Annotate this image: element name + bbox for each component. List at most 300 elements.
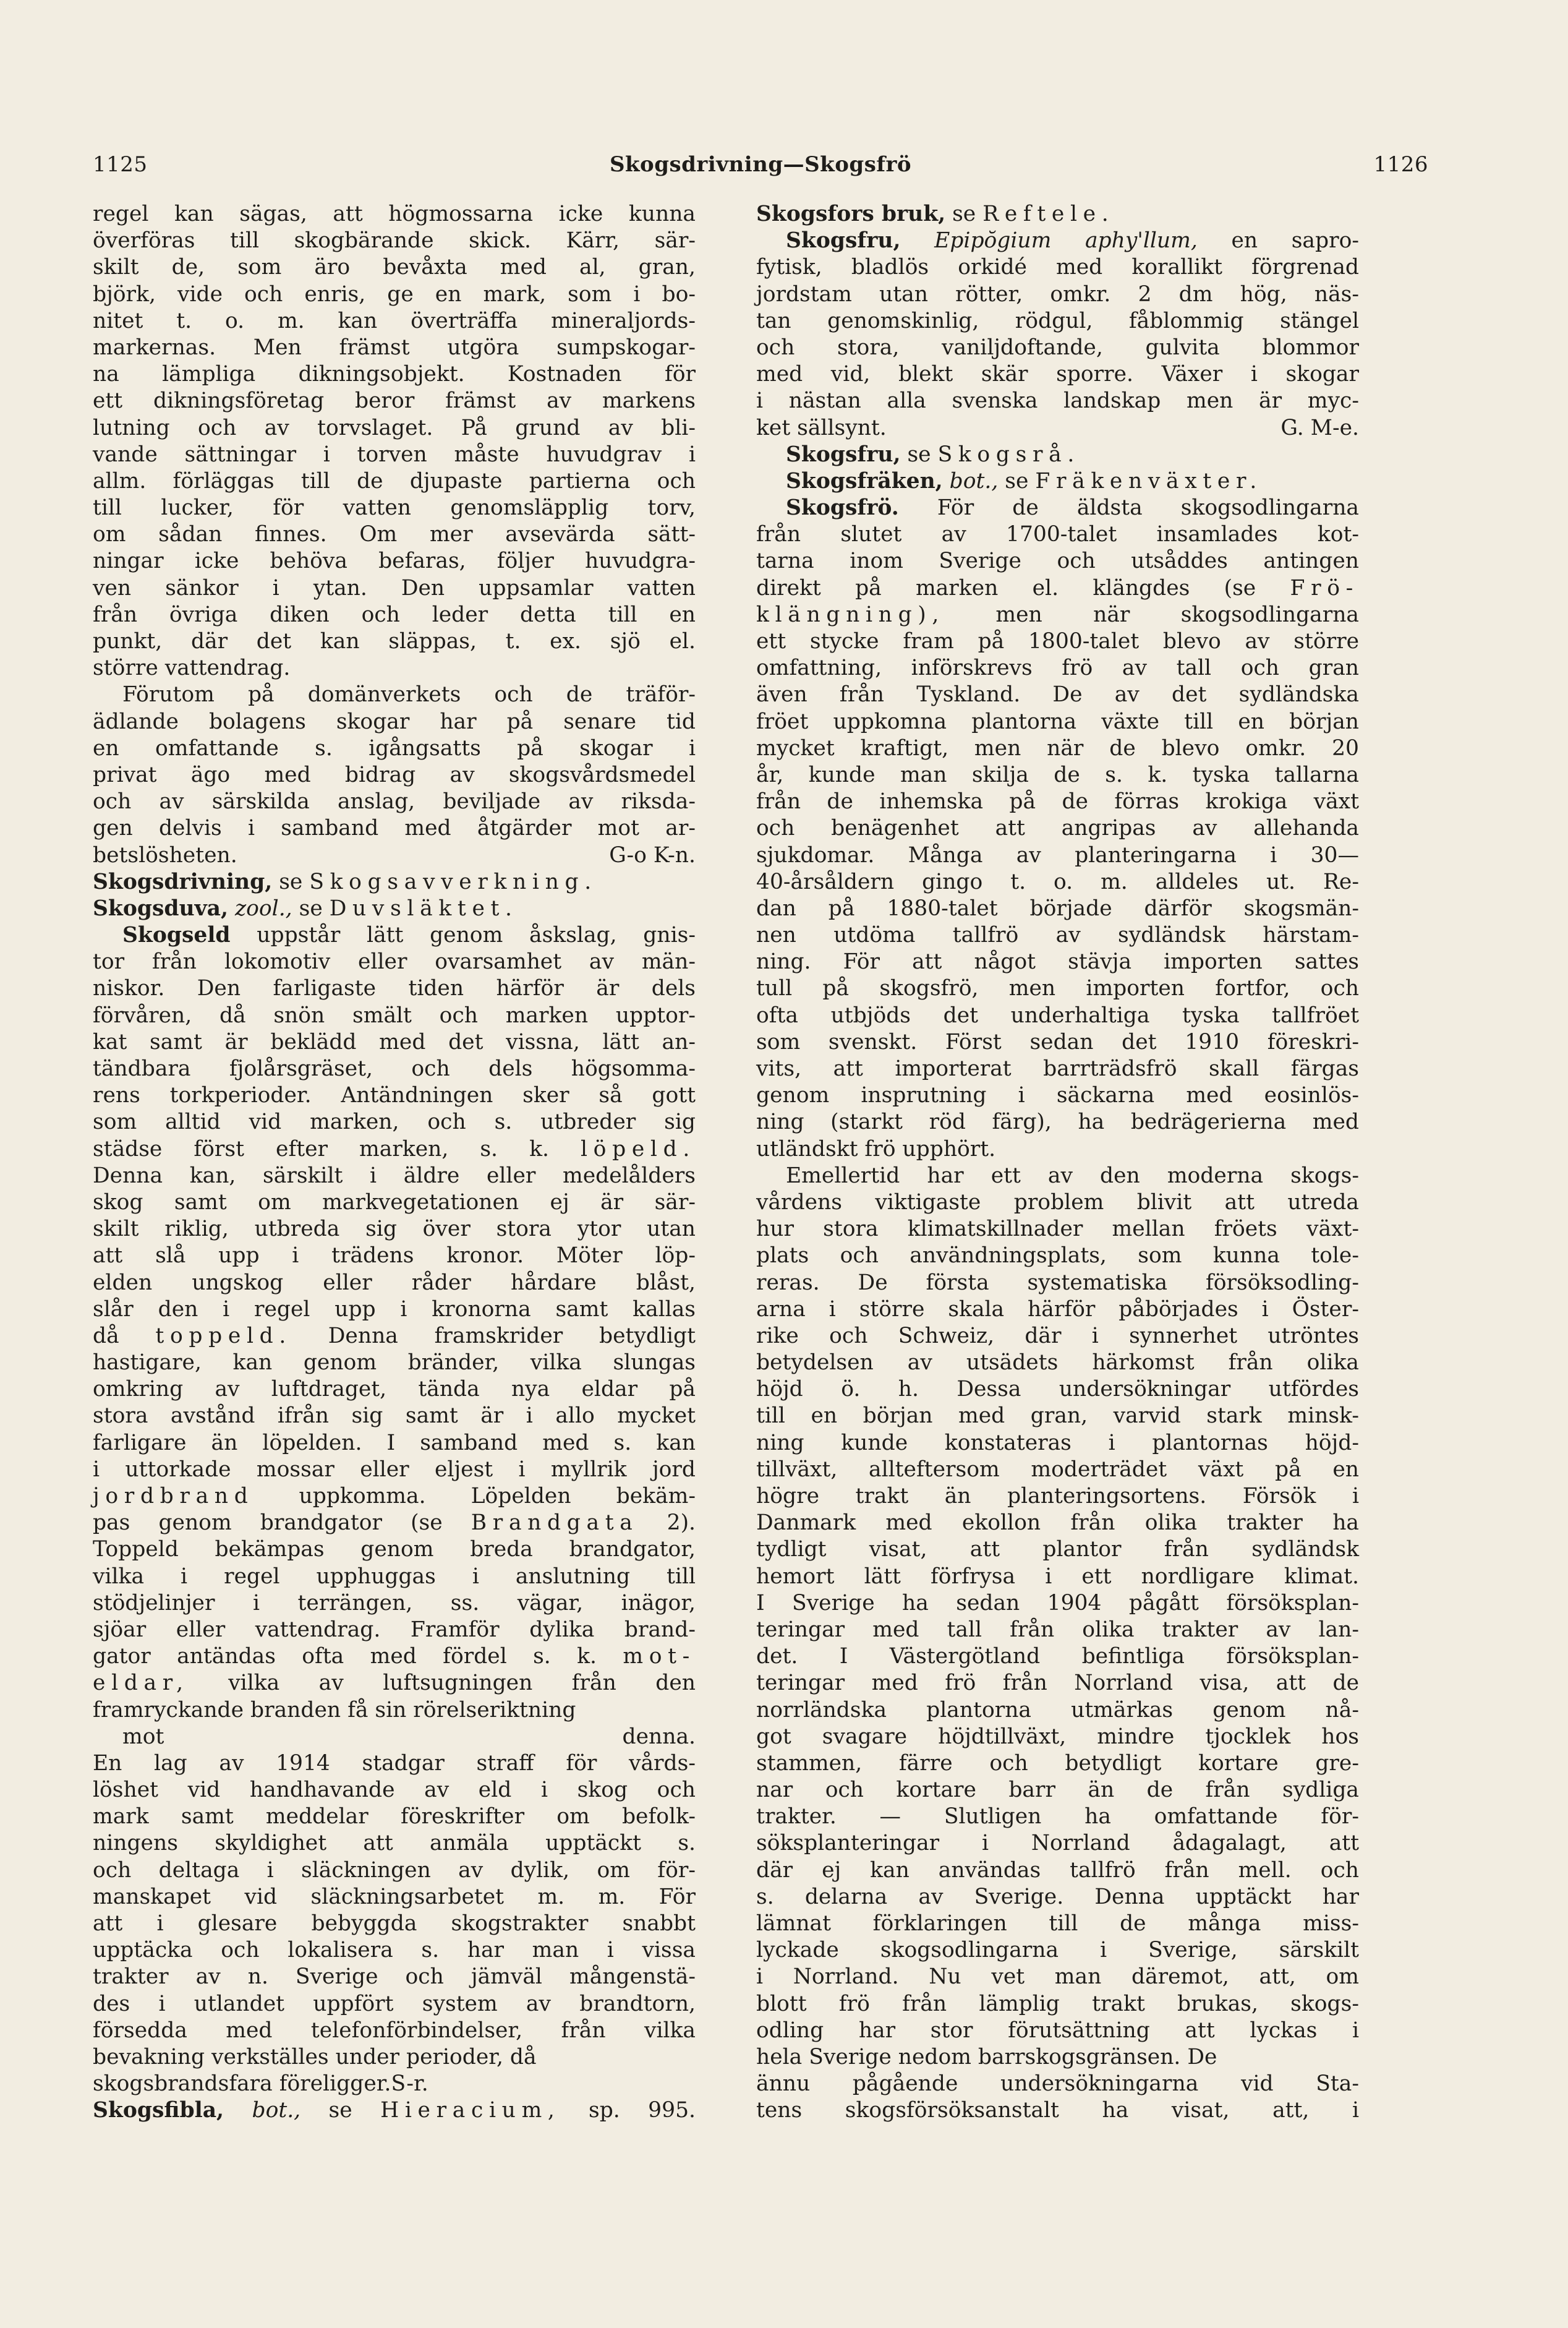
- text-line: [93, 1590, 696, 1617]
- text-segment: S-r.: [391, 2071, 428, 2097]
- text-segment: tillväxt, allteftersom moderträdet växt på en: [756, 1457, 1359, 1482]
- text-segment: hastigare, kan genom bränder, vilka slungas: [93, 1350, 696, 1376]
- text-segment: blott frö från lämplig trakt brukas, skogs-: [756, 1991, 1359, 2016]
- text-line: [93, 2018, 696, 2044]
- text-segment: [224, 2098, 252, 2123]
- text-line: [93, 975, 696, 1002]
- entry-headword: Skogsfibla,: [93, 2098, 224, 2123]
- text-segment: som svenskt. Först sedan det 1910 föreskri-: [756, 1029, 1359, 1055]
- text-segment: [228, 896, 235, 921]
- left-column: [93, 201, 696, 2125]
- text-segment: vits, att importerat barrträdsfrö skall färgas: [756, 1056, 1359, 1081]
- text-segment: i uttorkade mossar eller eljest i myllrik jord: [93, 1457, 696, 1482]
- text-line: [93, 468, 696, 495]
- text-line: [756, 1643, 1359, 1670]
- text-line: [93, 602, 696, 628]
- cross-reference: Duvsläktet.: [329, 896, 518, 921]
- text-line: [93, 1564, 696, 1590]
- text-line: [756, 1483, 1359, 1510]
- text-segment: Denna framskrider betydligt: [292, 1323, 696, 1348]
- text-line: [93, 1911, 696, 1937]
- text-segment: gator antändas ofta med fördel s. k.: [93, 1644, 623, 1669]
- text-line: [756, 922, 1359, 949]
- text-segment: hela Sverige nedom barrskogsgränsen. De: [756, 2044, 1217, 2069]
- text-segment: 40-årsåldern gingo t. o. m. alldeles ut. Re-: [756, 869, 1359, 894]
- text-line: [756, 1536, 1359, 1563]
- text-line: [93, 1243, 696, 1269]
- text-segment: fytisk, bladlös orkidé med korallikt förgrenad: [756, 255, 1359, 280]
- text-line: [756, 1003, 1359, 1029]
- text-segment: sjöar eller vattendrag. Framför dylika brand-: [93, 1617, 696, 1642]
- text-line: [756, 1243, 1359, 1269]
- text-line: [756, 655, 1359, 682]
- text-segment: ningens skyldighet att anmäla upptäckt s.: [93, 1831, 696, 1856]
- text-segment: omkring av luftdraget, tända nya eldar på: [93, 1377, 696, 1402]
- text-line: [756, 1216, 1359, 1243]
- cross-reference: Reftele.: [982, 202, 1115, 226]
- text-line: [93, 254, 696, 281]
- text-line: [93, 1804, 696, 1830]
- entry-headword: Skogsfru,: [786, 228, 901, 254]
- text-segment: 2).: [638, 1510, 696, 1536]
- text-segment: teringar med frö från Norrland visa, att de: [756, 1671, 1359, 1696]
- text-segment: manskapet vid släckningsarbetet m. m. För: [93, 1884, 696, 1909]
- text-line: [93, 1457, 696, 1483]
- text-line: [93, 1403, 696, 1429]
- text-line: [93, 1082, 696, 1109]
- text-segment: större vattendrag.: [93, 656, 291, 681]
- entry-headword: Skogsfrö.: [786, 495, 899, 521]
- text-segment: ett dikningsföretag beror främst av markens: [93, 388, 696, 414]
- text-line: [93, 1029, 696, 1056]
- text-segment: kat samt är beklädd med det vissna, lätt an-: [93, 1029, 696, 1055]
- text-line: [756, 1884, 1359, 1911]
- text-segment: ningar icke behöva befaras, följer huvudgra-: [93, 549, 696, 574]
- text-line: [93, 842, 696, 869]
- text-line: [756, 1189, 1359, 1216]
- text-segment: odling har stor förutsättning att lyckas i: [756, 2018, 1359, 2043]
- text-line: [756, 1457, 1359, 1483]
- text-segment: I Sverige ha sedan 1904 pågått försöksplan-: [756, 1590, 1359, 1615]
- cross-reference: klängning),: [756, 602, 945, 627]
- italic-abbrev: zool.,: [234, 896, 292, 921]
- text-segment: till lucker, för vatten genomsläpplig torv,: [93, 495, 696, 521]
- cross-reference: löpeld.: [580, 1136, 696, 1162]
- text-line: [756, 628, 1359, 655]
- text-segment: se: [300, 2098, 381, 2123]
- text-segment: ket sällsynt.: [756, 415, 887, 440]
- text-line: [93, 709, 696, 735]
- text-segment: [943, 469, 950, 494]
- cross-reference: Fräkenväxter.: [1035, 468, 1263, 494]
- entry-headword: Skogseld: [122, 923, 231, 948]
- text-segment: nitet t. o. m. kan överträffa mineraljords-: [93, 308, 696, 333]
- text-line: [93, 1724, 696, 1750]
- text-line: [93, 1937, 696, 1964]
- text-line: [93, 1750, 696, 1777]
- text-segment: år, kunde man skilja de s. k. tyska tallarna: [756, 762, 1359, 787]
- text-line: [756, 1964, 1359, 1990]
- text-segment: vilka i regel upphuggas i anslutning till: [93, 1564, 696, 1589]
- text-line: [93, 789, 696, 815]
- text-line: [756, 388, 1359, 414]
- text-segment: sjukdomar. Många av planteringarna i 30—: [756, 842, 1359, 868]
- text-line: [756, 1510, 1359, 1536]
- text-line: [756, 762, 1359, 789]
- text-segment: och benägenhet att angripas av allehanda: [756, 816, 1359, 841]
- text-segment: För de äldsta skogsodlingarna: [898, 495, 1359, 521]
- text-line: [93, 2071, 696, 2097]
- text-segment: [901, 228, 935, 253]
- text-segment: jordstam utan rötter, omkr. 2 dm hög, näs-: [756, 281, 1359, 307]
- text-segment: framryckande branden få sin rörelseriktning: [93, 1697, 576, 1722]
- text-segment: och av särskilda anslag, beviljade av riksda-: [93, 789, 696, 815]
- text-line: [756, 1029, 1359, 1056]
- text-segment: se: [292, 896, 330, 921]
- text-segment: ven sänkor i ytan. Den uppsamlar vatten: [93, 575, 696, 601]
- text-line: [93, 1964, 696, 1990]
- text-segment: ning (starkt röd färg), ha bedrägerierna med: [756, 1110, 1359, 1135]
- text-line: [93, 735, 696, 762]
- text-segment: till en början med gran, varvid stark minsk-: [756, 1403, 1359, 1429]
- text-line: [756, 1056, 1359, 1082]
- text-segment: Denna kan, särskilt i äldre eller medelålders: [93, 1163, 696, 1188]
- text-line: [756, 789, 1359, 815]
- entry-headword: Skogsduva,: [93, 896, 228, 921]
- text-segment: niskor. Den farligaste tiden härför är dels: [93, 976, 696, 1001]
- text-segment: försedda med telefonförbindelser, från vilka: [93, 2018, 696, 2043]
- text-line: [93, 281, 696, 308]
- text-segment: rens torkperioder. Antändningen sker så gott: [93, 1083, 696, 1108]
- text-segment: förvåren, då snön smält och marken upptor-: [93, 1003, 696, 1028]
- text-line: [93, 1003, 696, 1029]
- text-line: [756, 842, 1359, 869]
- text-line: [756, 281, 1359, 308]
- text-segment: rike och Schweiz, där i synnerhet utröntes: [756, 1323, 1359, 1348]
- cross-reference: toppeld.: [155, 1323, 292, 1348]
- left-page-number: 1125: [93, 152, 148, 177]
- text-line: [756, 254, 1359, 281]
- text-line: [93, 308, 696, 335]
- text-line: [756, 1911, 1359, 1937]
- cross-reference: eldar,: [93, 1671, 189, 1696]
- text-line: [756, 1564, 1359, 1590]
- text-line: [93, 1991, 696, 2018]
- text-line: [93, 442, 696, 468]
- text-line: [756, 1296, 1359, 1323]
- italic-abbrev: Epipŏgium aphy'llum,: [934, 228, 1198, 254]
- text-line: [756, 1082, 1359, 1109]
- text-line: [756, 1724, 1359, 1750]
- text-segment: slår den i regel upp i kronorna samt kallas: [93, 1296, 696, 1322]
- text-segment: ning kunde konstateras i plantornas höjd-: [756, 1430, 1359, 1455]
- text-line: [756, 1323, 1359, 1350]
- text-line: [93, 575, 696, 602]
- text-segment: en omfattande s. igångsatts på skogar i: [93, 735, 696, 761]
- text-line: [756, 1857, 1359, 1884]
- text-line: [756, 575, 1359, 602]
- text-line: [756, 468, 1359, 495]
- text-segment: hemort lätt förfrysa i ett nordligare klimat.: [756, 1564, 1359, 1589]
- text-line: [93, 1136, 696, 1163]
- text-segment: upptäcka och lokalisera s. har man i vissa: [93, 1938, 696, 1963]
- text-segment: tydligt visat, att plantor från sydländsk: [756, 1537, 1359, 1562]
- text-segment: lämnat förklaringen till de många miss-: [756, 1911, 1359, 1936]
- text-segment: sp. 995.: [560, 2098, 696, 2123]
- text-segment: Förutom på domänverkets och de träför-: [122, 682, 696, 708]
- text-segment: na lämpliga dikningsobjekt. Kostnaden för: [93, 362, 696, 387]
- text-segment: lutning och av torvslaget. På grund av bli-: [93, 415, 696, 440]
- text-segment: söksplanteringar i Norrland ådagalagt, att: [756, 1831, 1359, 1856]
- text-segment: överföras till skogbärande skick. Kärr, sär-: [93, 228, 696, 254]
- text-line: [93, 335, 696, 361]
- text-segment: mycket kraftigt, men när de blevo omkr. 20: [756, 735, 1359, 761]
- text-line: [756, 1136, 1359, 1163]
- text-segment: uppkomma. Löpelden bekäm-: [254, 1484, 696, 1508]
- text-segment: nar och kortare barr än de från sydliga: [756, 1778, 1359, 1803]
- text-segment: punkt, där det kan släppas, t. ex. sjö el.: [93, 629, 696, 654]
- text-segment: Danmark med ekollon från olika trakter ha: [756, 1510, 1359, 1536]
- entry-headword: Skogsfors bruk,: [756, 202, 946, 226]
- running-title: Skogsdrivning—Skogsfrö: [609, 152, 912, 177]
- cross-reference: Skogsavverkning.: [309, 869, 597, 894]
- text-line: [93, 415, 696, 442]
- text-segment: Toppeld bekämpas genom breda brandgator,: [93, 1537, 696, 1562]
- text-segment: i nästan alla svenska landskap men är myc-: [756, 388, 1359, 414]
- text-line: [756, 1617, 1359, 1643]
- entry-headword: Skogsfräken,: [786, 468, 943, 494]
- text-segment: tull på skogsfrö, men importen fortfor, och: [756, 976, 1359, 1001]
- text-line: [756, 495, 1359, 521]
- text-line: [756, 975, 1359, 1002]
- text-line: [93, 1777, 696, 1804]
- text-line: [756, 1804, 1359, 1830]
- text-segment: uppstår lätt genom åskslag, gnis-: [230, 923, 696, 948]
- text-segment: teringar med tall från olika trakter av lan-: [756, 1617, 1359, 1642]
- text-segment: regel kan sägas, att högmossarna icke kunna: [93, 202, 696, 226]
- text-segment: trakter av n. Sverige och jämväl mångenstä-: [93, 1964, 696, 1990]
- text-line: [93, 1350, 696, 1376]
- text-line: [756, 1350, 1359, 1376]
- text-segment: ofta utbjöds det underhaltiga tyska tallfröet: [756, 1003, 1359, 1028]
- right-column: [756, 201, 1359, 2125]
- text-segment: det. I Västergötland befintliga försöksplan-: [756, 1644, 1359, 1669]
- text-line: [756, 1830, 1359, 1857]
- text-line: [756, 1750, 1359, 1777]
- text-line: [93, 1617, 696, 1643]
- text-segment: genom insprutning i säckarna med eosinlös-: [756, 1083, 1359, 1108]
- text-segment: stora avstånd ifrån sig samt är i allo mycket: [93, 1403, 696, 1429]
- text-line: [756, 1590, 1359, 1617]
- text-segment: tan genomskinlig, rödgul, fåblommig stängel: [756, 308, 1359, 333]
- text-segment: mot denna.: [122, 1724, 696, 1749]
- text-segment: ädlande bolagens skogar har på senare tid: [93, 709, 696, 734]
- text-line: [93, 2044, 696, 2071]
- text-segment: vande sättningar i torven måste huvudgrav i: [93, 442, 696, 467]
- text-segment: ett stycke fram på 1800-talet blevo av större: [756, 629, 1359, 654]
- text-line: [756, 548, 1359, 575]
- text-line: [93, 1857, 696, 1884]
- text-line: [756, 1376, 1359, 1403]
- text-segment: mark samt meddelar föreskrifter om befolk-: [93, 1804, 696, 1829]
- text-segment: norrländska plantorna utmärkas genom nå-: [756, 1697, 1359, 1722]
- text-segment: ning. För att något stävja importen sattes: [756, 949, 1359, 975]
- text-segment: skilt de, som äro bevåxta med al, gran,: [93, 255, 696, 280]
- text-line: [93, 2097, 696, 2124]
- text-segment: got svagare höjdtillväxt, mindre tjocklek hos: [756, 1724, 1359, 1749]
- text-segment: s. delarna av Sverige. Denna upptäckt har: [756, 1884, 1359, 1909]
- text-line: [756, 1670, 1359, 1697]
- text-line: [756, 1991, 1359, 2018]
- text-line: [93, 655, 696, 682]
- text-segment: hur stora klimatskillnader mellan fröets växt-: [756, 1217, 1359, 1242]
- author-signature: bevakning verkställes under perioder, då: [93, 2044, 537, 2069]
- text-line: [93, 1697, 696, 1724]
- text-segment: tens skogsförsöksanstalt ha visat, att, i: [756, 2098, 1359, 2123]
- text-segment: arna i större skala härför påbörjades i Öster-: [756, 1296, 1359, 1322]
- text-segment: höjd ö. h. Dessa undersökningar utfördes: [756, 1377, 1359, 1402]
- text-segment: och deltaga i släckningen av dylik, om för-: [93, 1857, 696, 1883]
- text-segment: gen delvis i samband med åtgärder mot ar-: [93, 816, 696, 841]
- text-segment: reras. De första systematiska försöksodling-: [756, 1270, 1359, 1295]
- text-segment: löshet vid handhavande av eld i skog och: [93, 1778, 696, 1803]
- text-segment: vilka av luftsugningen från den: [189, 1671, 696, 1696]
- text-line: [756, 1403, 1359, 1429]
- text-segment: tändbara fjolårsgräset, och dels högsomma-: [93, 1056, 696, 1081]
- text-segment: stödjelinjer i terrängen, ss. vägar, inägor,: [93, 1590, 696, 1615]
- cross-reference: Skogsrå.: [937, 442, 1080, 467]
- text-line: [756, 1163, 1359, 1189]
- text-segment: se: [272, 869, 310, 894]
- text-segment: utländskt frö upphört.: [756, 1136, 996, 1162]
- text-segment: vårdens viktigaste problem blivit att utreda: [756, 1189, 1359, 1215]
- text-line: [93, 201, 696, 228]
- text-line: [93, 922, 696, 949]
- text-segment: skog samt om markvegetationen ej är sär-: [93, 1189, 696, 1215]
- author-signature: G. M-e.: [1280, 415, 1359, 440]
- text-line: [93, 1536, 696, 1563]
- text-line: [93, 1163, 696, 1189]
- cross-reference: Hieracium,: [380, 2098, 561, 2123]
- text-segment: men när skogsodlingarna: [945, 602, 1359, 627]
- cross-reference: Brandgata: [471, 1510, 639, 1536]
- text-segment: omfattning, införskrevs frö av tall och gran: [756, 656, 1359, 681]
- text-line: [756, 815, 1359, 842]
- author-signature: G-o K-n.: [609, 842, 696, 868]
- text-segment: från slutet av 1700-talet insamlades kot-: [756, 522, 1359, 547]
- text-segment: som alltid vid marken, och s. utbreder sig: [93, 1110, 696, 1135]
- text-segment: allm. förläggas till de djupaste partierna och: [93, 468, 696, 494]
- text-line: [93, 1510, 696, 1536]
- text-line: [93, 628, 696, 655]
- text-line: [756, 2044, 1359, 2071]
- cross-reference: Frö-: [1290, 575, 1359, 601]
- text-line: [756, 308, 1359, 335]
- page-header: [93, 152, 1428, 189]
- text-segment: betslösheten.: [93, 842, 237, 868]
- text-segment: städse först efter marken, s. k.: [93, 1136, 581, 1162]
- text-segment: då: [93, 1323, 156, 1348]
- text-segment: och stora, vaniljdoftande, gulvita blommor: [756, 335, 1359, 360]
- text-line: [756, 1430, 1359, 1457]
- text-line: [756, 2097, 1359, 2124]
- text-segment: nen utdöma tallfrö av sydländsk härstam-: [756, 923, 1359, 948]
- text-line: [93, 495, 696, 521]
- text-segment: om sådan finnes. Om mer avsevärda sätt-: [93, 522, 696, 547]
- text-segment: högre trakt än planteringsortens. Försök i: [756, 1484, 1359, 1508]
- text-line: [756, 682, 1359, 708]
- text-line: [93, 1830, 696, 1857]
- text-segment: från de inhemska på de förras krokiga växt: [756, 789, 1359, 815]
- text-line: [756, 1270, 1359, 1296]
- text-line: [93, 815, 696, 842]
- text-segment: tarna inom Sverige och utsåddes antingen: [756, 549, 1359, 574]
- text-segment: tor från lokomotiv eller ovarsamhet av män-: [93, 949, 696, 975]
- text-segment: skogsbrandsfara föreligger.: [93, 2071, 391, 2097]
- text-line: [93, 896, 696, 922]
- text-line: [93, 762, 696, 789]
- text-line: [93, 1670, 696, 1697]
- text-line: [93, 228, 696, 254]
- text-line: [93, 1216, 696, 1243]
- text-segment: skilt riklig, utbreda sig över stora ytor utan: [93, 1217, 696, 1242]
- text-segment: elden ungskog eller råder hårdare blåst,: [93, 1270, 696, 1295]
- text-segment: där ej kan användas tallfrö från mell. och: [756, 1857, 1359, 1883]
- text-line: [756, 602, 1359, 628]
- text-line: [93, 1189, 696, 1216]
- text-segment: pas genom brandgator (se: [93, 1510, 471, 1536]
- text-line: [756, 896, 1359, 922]
- text-segment: Emellertid har ett av den moderna skogs-: [786, 1163, 1359, 1188]
- right-page-number: 1126: [1373, 152, 1428, 177]
- text-segment: direkt på marken el. klängdes (se: [756, 575, 1290, 601]
- text-line: [93, 1643, 696, 1670]
- text-segment: se: [900, 442, 938, 467]
- text-line: [93, 1323, 696, 1350]
- text-line: [756, 949, 1359, 975]
- text-segment: des i utlandet uppfört system av brandtorn,: [93, 1991, 696, 2016]
- text-segment: En lag av 1914 stadgar straff för vårds-: [93, 1750, 696, 1776]
- entry-headword: Skogsfru,: [786, 442, 901, 467]
- text-segment: lyckade skogsodlingarna i Sverige, särskilt: [756, 1938, 1359, 1963]
- text-segment: i Norrland. Nu vet man däremot, att, om: [756, 1964, 1359, 1990]
- text-line: [93, 1296, 696, 1323]
- text-segment: ännu pågående undersökningarna vid Sta-: [756, 2071, 1359, 2097]
- text-line: [756, 1109, 1359, 1136]
- cross-reference: jordbrand: [93, 1484, 254, 1508]
- text-line: [756, 201, 1359, 228]
- text-segment: se: [998, 468, 1036, 494]
- text-line: [93, 1430, 696, 1457]
- text-line: [93, 388, 696, 414]
- entry-headword: Skogsdrivning,: [93, 869, 273, 894]
- text-line: [93, 949, 696, 975]
- text-segment: att i glesare bebyggda skogstrakter snabbt: [93, 1911, 696, 1936]
- text-segment: fröet uppkomna plantorna växte till en början: [756, 709, 1359, 734]
- italic-abbrev: bot.,: [949, 468, 999, 494]
- text-line: [756, 2018, 1359, 2044]
- text-segment: att slå upp i trädens kronor. Möter löp-: [93, 1243, 696, 1269]
- text-segment: även från Tyskland. De av det sydländska: [756, 682, 1359, 708]
- text-line: [93, 1270, 696, 1296]
- text-segment: markernas. Men främst utgöra sumpskogar-: [93, 335, 696, 360]
- text-segment: stammen, färre och betydligt kortare gre-: [756, 1750, 1359, 1776]
- text-segment: privat ägo med bidrag av skogsvårdsmedel: [93, 762, 696, 787]
- text-line: [93, 1376, 696, 1403]
- text-line: [93, 682, 696, 708]
- text-segment: björk, vide och enris, ge en mark, som i bo-: [93, 281, 696, 307]
- text-segment: betydelsen av utsädets härkomst från olika: [756, 1350, 1359, 1376]
